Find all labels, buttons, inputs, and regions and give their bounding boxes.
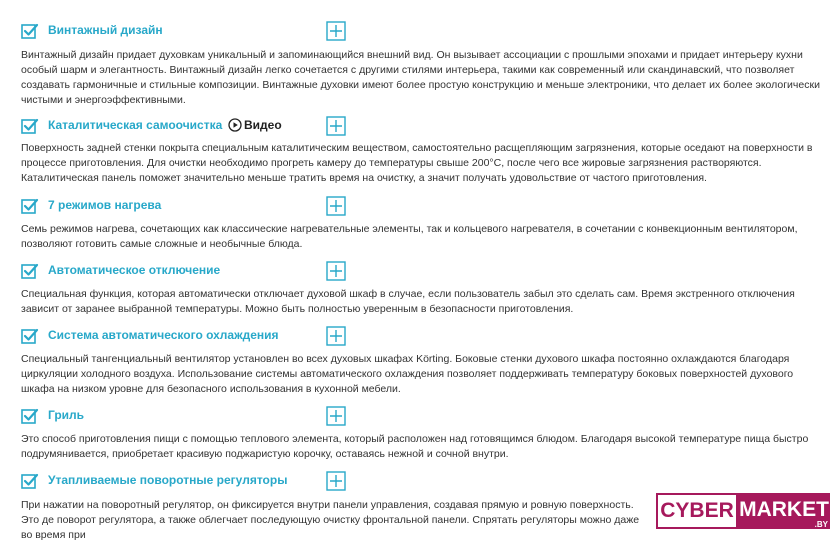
logo-part-market xyxy=(738,493,830,529)
checkbox-check-icon xyxy=(21,472,39,490)
checkbox-check-icon xyxy=(21,327,39,345)
feature-header xyxy=(21,406,351,428)
feature-header xyxy=(21,196,351,218)
feature-description: При нажатии на поворотный регулятор, он фиксируется внутри панели управления, создавая прямую и ровную поверхность. Это де поворот регулятора, а также облегчает последующую очистку фронтальной панели. Спрятать регуляторы можно даже во время при xyxy=(21,499,640,541)
feature-title: Винтажный дизайн xyxy=(48,23,163,37)
feature-description: Винтажный дизайн придает духовкам уникальный и запоминающийся внешний вид. Он вызывает ассоциации с прошлыми эпохами и придает интерьеру кухни особый шарм и элегантность. Винтажный дизайн легко сочетается с другими стилями интерьера, такими как современный или скандинавский, что позволяет создавать гармоничные и стильные композиции. Винтажные духовки имеют более простую конструкцию и меньше электроники, что делает их более экологически чистыми и энергоэффективными. xyxy=(21,49,820,106)
video-label: Видео xyxy=(244,118,282,132)
checkbox-check-icon xyxy=(21,407,39,425)
feature-description: Специальная функция, которая автоматически отключает духовой шкаф в случае, если пользователь забыл это сделать сам. Время экстренного отключения зависит от заранее выбранной температуры. Можно быть полностью уверенным в безопасности приготовления. xyxy=(21,288,795,315)
plus-box-icon[interactable] xyxy=(326,471,346,491)
feature-header xyxy=(21,261,351,283)
feature-description: Поверхность задней стенки покрыта специальным каталитическим веществом, самостоятельно расщепляющим загрязнения, которые оседают на поверхности в процессе приготовления. Для очистки необходимо прогреть камеру до температуры свыше 200°С, после чего все жировые загрязнения растворяются. Каталитическая панель поможет значительно меньше тратить время на очистку, а значит получать удовольствие от частого приготовления. xyxy=(21,142,813,184)
logo-market-text: MARKET xyxy=(739,498,829,521)
plus-box-icon[interactable] xyxy=(326,21,346,41)
feature-title: Утапливаемые поворотные регуляторы xyxy=(48,473,288,487)
plus-box-icon[interactable] xyxy=(326,116,346,136)
plus-box-icon[interactable] xyxy=(326,326,346,346)
feature-description: Специальный тангенциальный вентилятор установлен во всех духовых шкафах Körting. Боковые стенки духового шкафа постоянно охлаждаются благодаря циркуляции холодного воздуха. Использование системы автоматического охлаждения позволяет поддерживать температуру боковых поверхностей духового шкафа на низком уровне для безопасного использования в кухонной мебели. xyxy=(21,353,794,395)
plus-box-icon[interactable] xyxy=(326,196,346,216)
feature-title: Каталитическая самоочистка xyxy=(48,118,223,132)
plus-box-icon[interactable] xyxy=(326,406,346,426)
feature-header xyxy=(21,116,351,138)
cybermarket-logo xyxy=(656,493,832,531)
feature-header xyxy=(21,326,351,348)
feature-title: Автоматическое отключение xyxy=(48,263,221,277)
plus-box-icon[interactable] xyxy=(326,261,346,281)
checkbox-check-icon xyxy=(21,197,39,215)
video-link[interactable] xyxy=(228,117,282,133)
checkbox-check-icon xyxy=(21,22,39,40)
logo-part-cyber: CYBER xyxy=(656,493,738,529)
feature-header xyxy=(21,471,351,493)
feature-title: Система автоматического охлаждения xyxy=(48,328,279,342)
feature-description: Семь режимов нагрева, сочетающих как классические нагревательные элементы, так и кольцевого нагревателя, в сочетании с конвекционным вентилятором, позволяют готовить самые сложные и необычные блюда. xyxy=(21,223,798,250)
checkbox-check-icon xyxy=(21,117,39,135)
feature-description: Это способ приготовления пищи с помощью теплового элемента, который расположен над готовящимся блюдом. Благодаря высокой температуре пища быстро подрумянивается, приобретает красивую поджаристую корочку, оставаясь нежной и сочной внутри. xyxy=(21,433,809,460)
feature-title: Гриль xyxy=(48,408,85,422)
play-circle-icon xyxy=(228,118,242,132)
feature-title: 7 режимов нагрева xyxy=(48,198,162,212)
checkbox-check-icon xyxy=(21,262,39,280)
feature-header xyxy=(21,21,351,43)
logo-domain-suffix: .BY xyxy=(814,520,828,529)
